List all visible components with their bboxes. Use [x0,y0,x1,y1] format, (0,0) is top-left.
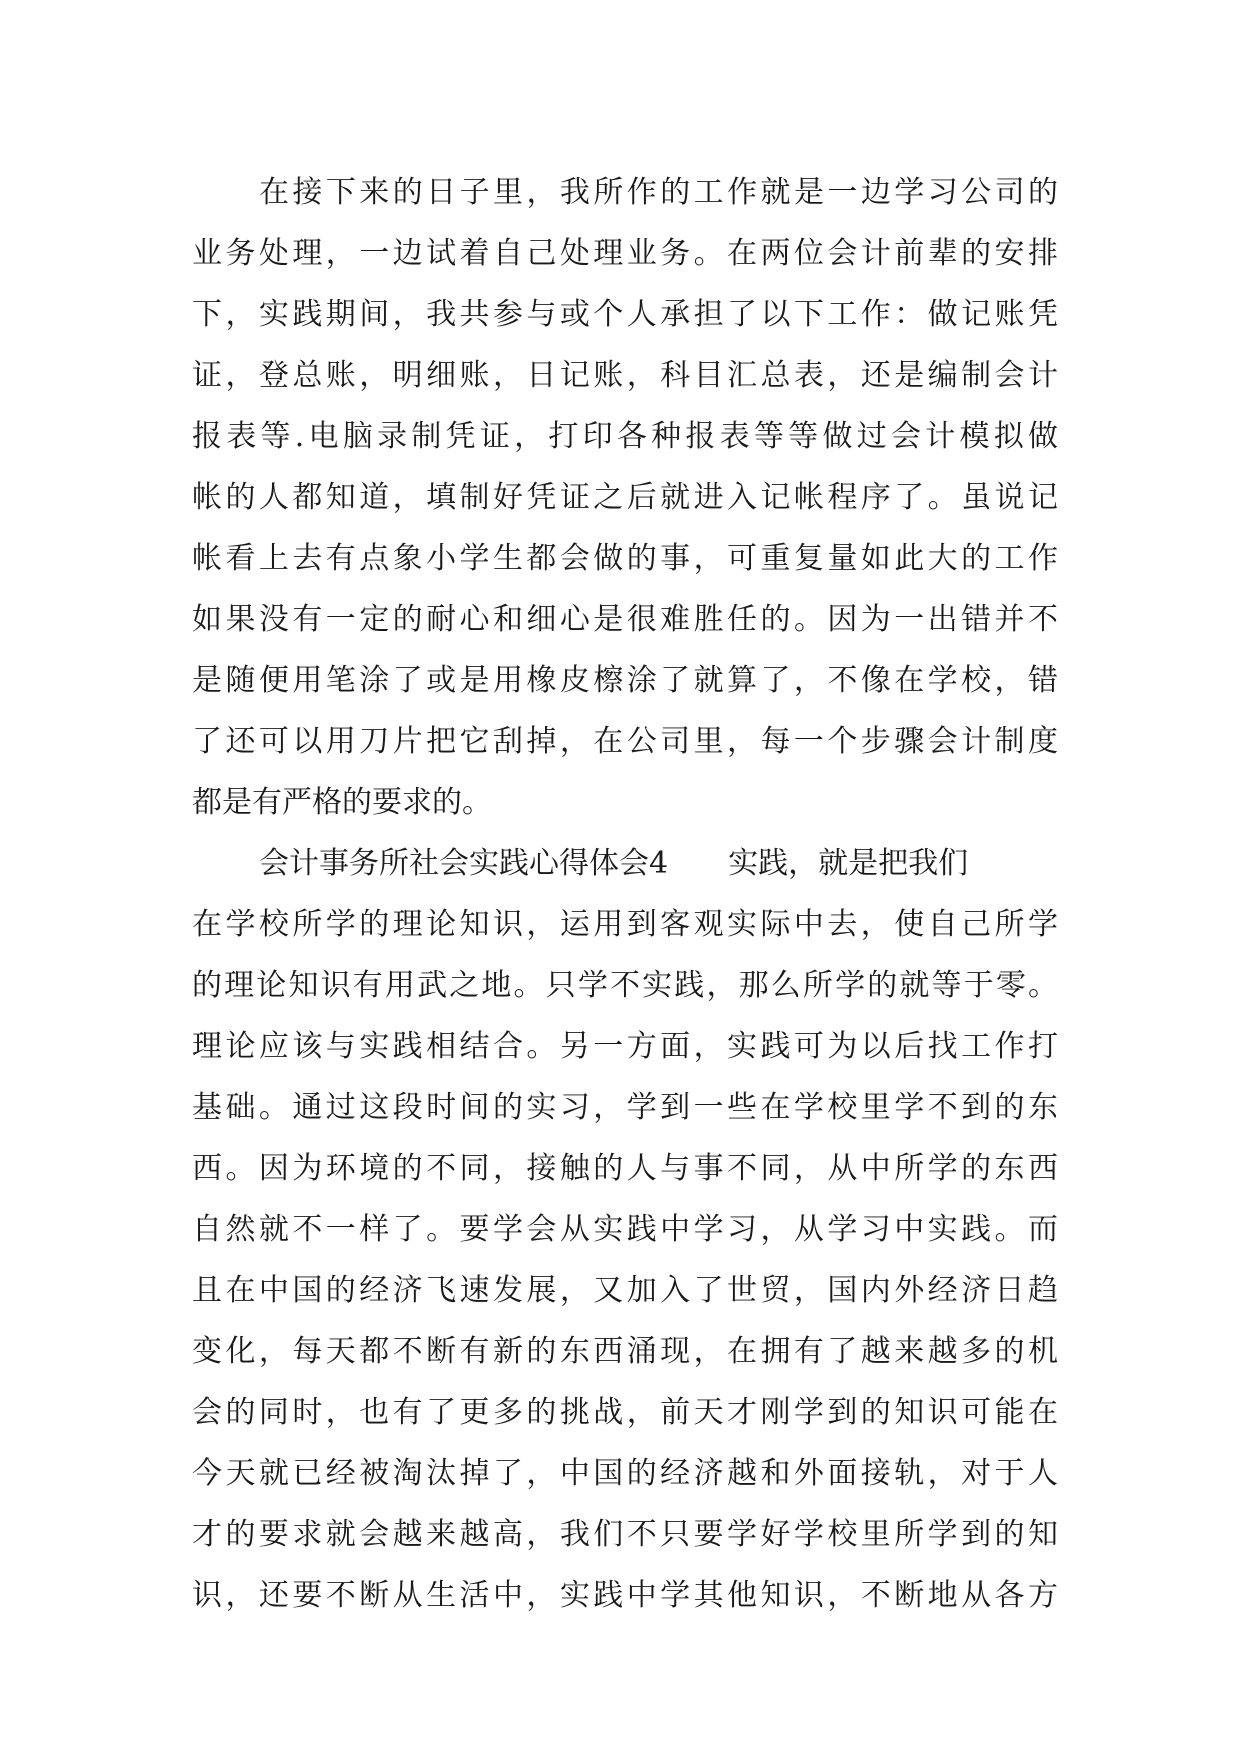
text-line: 都是有严格的要求的。 [192,785,492,820]
text-line: 报表等.电脑录制凭证，打印各种报表等等做过会计模拟做 [192,419,1058,454]
text-line: 证，登总账，明细账，日记账，科目汇总表，还是编制会计 [192,358,1058,393]
text-line: 业务处理，一边试着自己处理业务。在两位会计前辈的安排 [192,236,1058,271]
text-line: 在接下来的日子里，我所作的工作就是一边学习公司的 [259,175,1058,210]
paragraph-work-duties [192,162,1058,833]
text-line: 识，还要不断从生活中，实践中学其他知识，不断地从各方 [192,1578,1058,1613]
text-line: 基础。通过这段时间的实习，学到一些在学校里学不到的东 [192,1090,1058,1125]
text-line: 才的要求就会越来越高，我们不只要学好学校里所学到的知 [192,1517,1058,1552]
lead-text: 实践，就是把我们 [728,846,969,881]
text-line: 是随便用笔涂了或是用橡皮檫涂了就算了，不像在学校，错 [192,663,1058,698]
text-line: 西。因为环境的不同，接触的人与事不同，从中所学的东西 [192,1151,1058,1186]
text-line: 帐的人都知道，填制好凭证之后就进入记帐程序了。虽说记 [192,480,1058,515]
text-line: 且在中国的经济飞速发展，又加入了世贸，国内外经济日趋 [192,1273,1058,1308]
text-line: 变化，每天都不断有新的东西涌现，在拥有了越来越多的机 [192,1334,1058,1369]
text-line: 自然就不一样了。要学会从实践中学习，从学习中实践。而 [192,1212,1058,1247]
body-text [192,162,1058,1626]
text-line: 如果没有一定的耐心和细心是很难胜任的。因为一出错并不 [192,602,1058,637]
text-line: 下，实践期间，我共参与或个人承担了以下工作：做记账凭 [192,297,1058,332]
text-line: 了还可以用刀片把它刮掉，在公司里，每一个步骤会计制度 [192,724,1058,759]
heading-line [192,833,1058,894]
text-line: 的理论知识有用武之地。只学不实践，那么所学的就等于零。 [192,968,1058,1003]
section-heading: 会计事务所社会实践心得体会4 [259,846,669,881]
text-line: 会的同时，也有了更多的挑战，前天才刚学到的知识可能在 [192,1395,1058,1430]
text-line: 今天就已经被淘汰掉了，中国的经济越和外面接轨，对于人 [192,1456,1058,1491]
text-line: 理论应该与实践相结合。另一方面，实践可为以后找工作打 [192,1029,1058,1064]
paragraph-practice-reflection [192,833,1058,1626]
text-line: 在学校所学的理论知识，运用到客观实际中去，使自己所学 [192,907,1058,942]
text-line: 帐看上去有点象小学生都会做的事，可重复量如此大的工作 [192,541,1058,576]
